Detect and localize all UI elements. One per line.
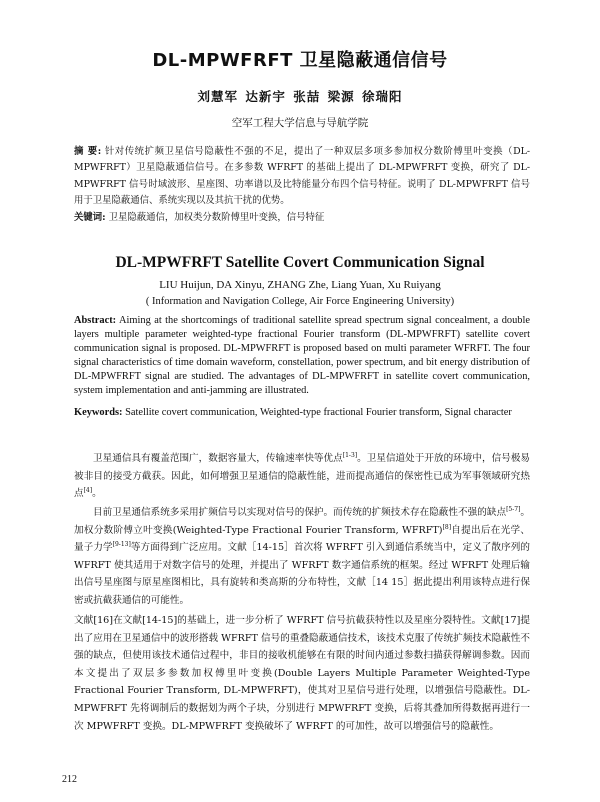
chinese-authors: 刘慧军 达新宇 张喆 梁源 徐瑞阳 (197, 89, 403, 104)
english-authors: LIU Huijun, DA Xinyu, ZHANG Zhe, Liang Yuan, Xu Ruiyang (159, 279, 441, 291)
english-affiliation: ( Information and Navigation College, Air Force Engineering University) (145, 296, 455, 307)
body-p1-text-a: 卫星通信具有覆盖范围广，数据容量大，传输速率快等优点 (93, 453, 343, 464)
chinese-abstract-label: 摘 要: (74, 146, 102, 157)
chinese-keywords (74, 210, 530, 226)
page-number: 212 (62, 774, 77, 785)
body-paragraph-3: 文献[16]在文献[14-15]的基础上，进一步分析了 WFRFT 信号抗截获特性以及星座分裂特性。文献[17]提出了应用在卫星通信中的波形搭载 WFRFT 信号的重叠隐蔽通信技术，该技术克服了传统扩频技术隐蔽性不强的缺点，但使用该技术通信过程中，非目的接收机能够在有限的时间内通过参数扫描获得解调参数。因而本文提出了双层多参数加权傅里叶变换(Double Layers Multiple Parameter Weighted-Type Fractional Fourier Transform, DL-MPWFRFT)，使其对卫星信号进行处理，以增强信号隐蔽性。DL-MPWFRFT 先将调制后的数据划为两个子块，分别进行 MPWFRFT 变换，后将其叠加所得数据再进行一次 MPWFRFT 变换。DL-MPWFRFT 变换破坏了 WFRFT 的可加性，故可以增强信号的隐蔽性。 (74, 615, 530, 732)
body-p2-text-b: 。加权分数阶傅立叶变换(Weighted-Type Fractional Fourier Transform, WFRFT) (74, 507, 531, 536)
body-p2-text-a: 目前卫星通信系统多采用扩频信号以实现对信号的保护。而传统的扩频技术存在隐蔽性不强的缺点 (93, 507, 507, 518)
citation: [5-7] (506, 505, 521, 513)
citation: [4] (83, 487, 93, 494)
body-p2-text-c: 自提出后在光学、量子力学 (74, 524, 530, 554)
body-p2-text-d: 等方面得到广泛应用。文献［14-15］首次将 WFRFT 引入到通信系统当中，定义了散序列的 WFRFT 使其适用于对数字信号的处理，并提出了 WFRFT 数字通信系统的框架。经过 WFRFT 处理后输出信号星座图与原星座图相比，具有旋转和类高斯的分布特性，文献［14 15］据此提出利用该特点进行保密或抗截获通信的可能性。 (74, 542, 530, 606)
body-p1-text-c: 。 (92, 488, 102, 500)
citation: [1-3] (342, 451, 358, 459)
citation: [8] (442, 523, 452, 531)
english-title: DL-MPWFRFT Satellite Covert Communication Signal (115, 254, 485, 271)
body-p1-text-b: 。卫星信道处于开放的环境中，信号极易被非目的接受方截获。因此，如何增强卫星通信的隐蔽性能，进而提高通信的保密性已成为军事领域研究热点 (74, 453, 531, 500)
english-abstract-label: Abstract: (74, 315, 117, 326)
chinese-abstract (74, 144, 530, 210)
english-keywords-text: Satellite covert communication, Weighted-type fractional Fourier transform, Signal character (125, 407, 512, 418)
english-abstract (74, 314, 530, 397)
body-paragraph-1 (74, 450, 530, 503)
english-keywords-label: Keywords: (74, 407, 123, 418)
body-paragraph-2 (74, 504, 530, 610)
english-keywords (74, 406, 530, 420)
chinese-keywords-text: 卫星隐蔽通信，加权类分数阶傅里叶变换，信号特征 (108, 212, 325, 223)
english-abstract-text: Aiming at the shortcomings of traditional satellite spread spectrum signal concealment, a double layers multiple parameter weighted-type fractional Fourier transform (DL-MPWFRFT) satellite covert communication signal is proposed. DL-MPWFRFT is proposed based on multi parameter WFRFT. The four signal characteristics of time domain waveform, constellation, power spectrum, and bit energy distribution of DL-MPWFRFT signal are studied. The advantages of DL-MPWFRFT in satellite covert communication, system implementation and anti-jamming are illustrated. (74, 315, 530, 396)
chinese-keywords-label: 关键词: (74, 212, 106, 223)
citation: [9-13] (112, 541, 131, 548)
chinese-abstract-text: 针对传统扩频卫星信号隐蔽性不强的不足，提出了一种双层多项多参加权分数阶傅里叶变换（DL-MPWFRFT）卫星隐蔽通信信号。在多参数 WFRFT 的基础上提出了 DL-MPWFRFT 变换，研究了 DL-MPWFRFT 信号时域波形、星座图、功率谱以及比特能量分布四个信号特征。说明了 DL-MPWFRFT 信号用于卫星隐蔽通信、系统实现以及其抗干扰的优势。 (74, 146, 531, 207)
chinese-affiliation: 空军工程大学信息与导航学院 (231, 117, 369, 129)
chinese-title: DL-MPWFRFT 卫星隐蔽通信信号 (152, 50, 448, 71)
